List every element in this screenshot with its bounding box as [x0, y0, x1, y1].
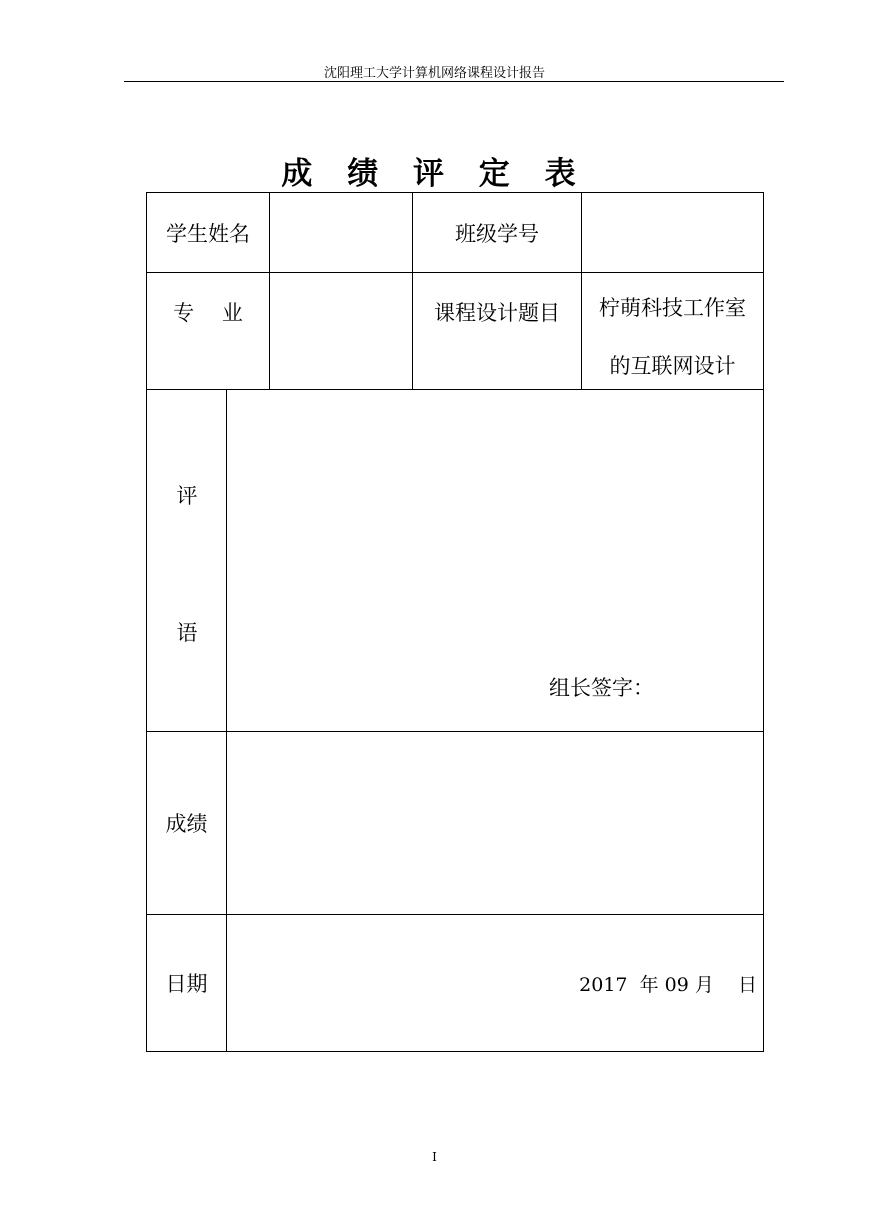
major-label: 专 业 [173, 301, 243, 325]
date-label: 日期 [165, 972, 208, 996]
grade-label-cell [146, 731, 227, 915]
comment-field[interactable] [226, 389, 764, 732]
student-name-label-cell [146, 192, 270, 273]
topic-value-line2: 的互联网设计 [609, 354, 736, 378]
comment-label-cell [146, 389, 227, 732]
major-field[interactable] [269, 272, 413, 390]
form-title: 成 绩 评 定 表 [281, 156, 588, 192]
class-id-field[interactable] [581, 192, 764, 273]
header-rule [124, 81, 784, 82]
topic-value-line1: 柠萌科技工作室 [599, 296, 746, 320]
major-label-cell [146, 272, 270, 390]
student-name-field[interactable] [269, 192, 413, 273]
grade-label: 成绩 [165, 812, 208, 836]
leader-sign-label: 组长签字： [549, 676, 654, 700]
topic-field[interactable] [581, 272, 764, 390]
class-id-label: 班级学号 [455, 221, 539, 246]
comment-label-char-2: 语 [176, 621, 198, 645]
comment-label-char-1: 评 [176, 484, 198, 508]
topic-label-cell [412, 272, 582, 390]
date-value: 2017 年 09 月 日 [579, 974, 757, 996]
student-name-label: 学生姓名 [166, 221, 250, 246]
page-header: 沈阳理工大学计算机网络课程设计报告 [323, 66, 545, 81]
page-number: I [432, 1150, 437, 1164]
topic-label: 课程设计题目 [434, 301, 560, 325]
date-label-cell [146, 914, 227, 1052]
class-id-label-cell [412, 192, 582, 273]
grade-field[interactable] [226, 731, 764, 915]
